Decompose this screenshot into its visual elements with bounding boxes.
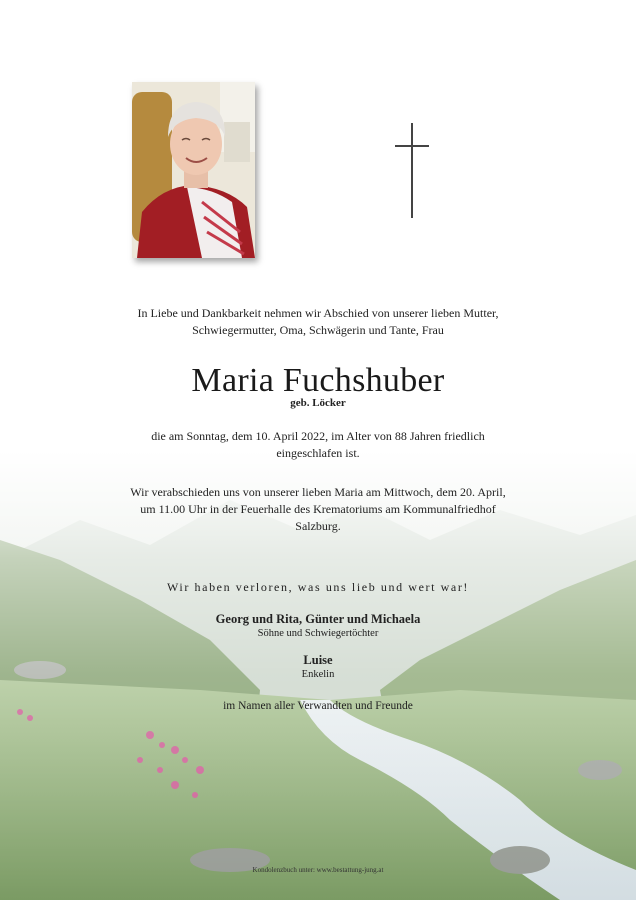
funeral-line-2: um 11.00 Uhr in der Feuerhalle des Krematoriums am Kommunalfriedhof: [140, 502, 496, 516]
maiden-name: geb. Löcker: [290, 397, 346, 409]
funeral-details: [0, 484, 636, 535]
mourners-group-1-role: Söhne und Schwiegertöchter: [257, 628, 379, 639]
mourners-group-2-names: Luise: [303, 653, 333, 667]
portrait-photo: [132, 82, 255, 258]
mourners-closing: im Namen aller Verwandten und Freunde: [223, 700, 413, 712]
deceased-name: Maria Fuchshuber: [191, 362, 445, 399]
funeral-line-3: Salzburg.: [295, 519, 341, 533]
mourners-group-2-role: Enkelin: [301, 669, 335, 680]
funeral-line-1: Wir verabschieden uns von unserer lieben Maria am Mittwoch, dem 20. April,: [130, 485, 506, 499]
mourners-group-1-names: Georg und Rita, Günter und Michaela: [215, 612, 421, 626]
death-line-2: eingeschlafen ist.: [276, 446, 360, 460]
intro-line-1: In Liebe und Dankbarkeit nehmen wir Abschied von unserer lieben Mutter,: [137, 306, 499, 320]
condolence-footer-link[interactable]: Kondolenzbuch unter: www.bestattung-jung.at: [252, 866, 384, 874]
motto: Wir haben verloren, was uns lieb und wert war!: [166, 580, 470, 594]
intro-text: [0, 305, 636, 339]
death-line-1: die am Sonntag, dem 10. April 2022, im Alter von 88 Jahren friedlich: [151, 429, 485, 443]
cross-icon: [395, 123, 429, 218]
intro-line-2: Schwiegermutter, Oma, Schwägerin und Tante, Frau: [192, 323, 444, 337]
death-notice: [0, 428, 636, 462]
